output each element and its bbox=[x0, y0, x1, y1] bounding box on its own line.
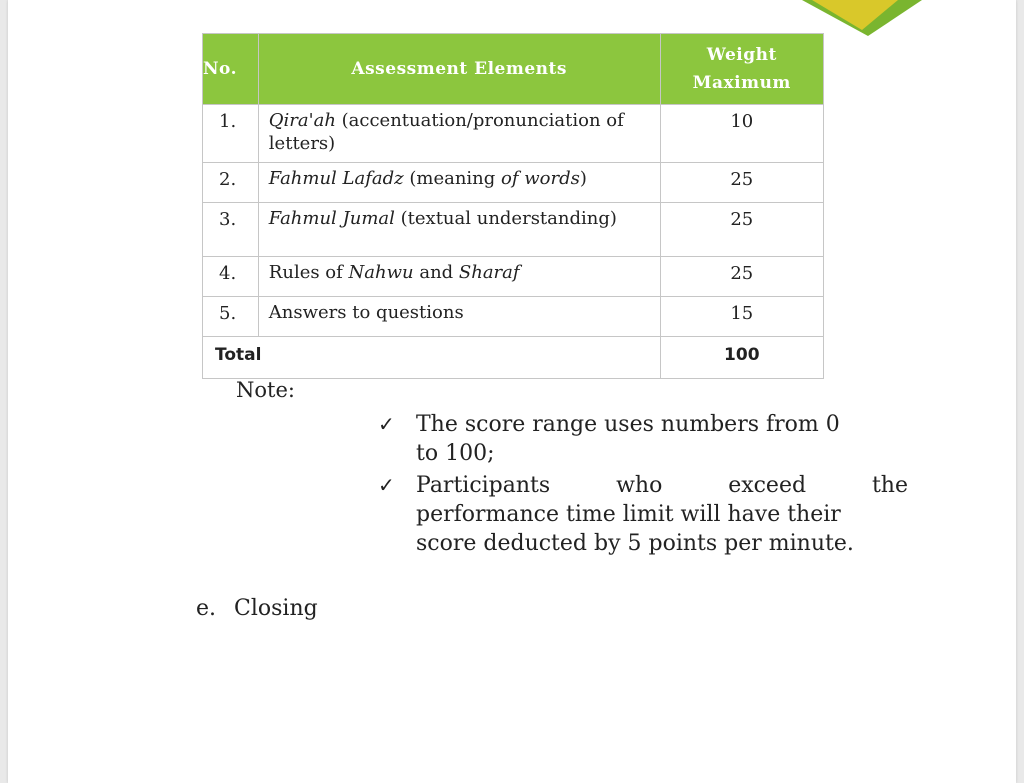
row-element bbox=[258, 257, 660, 297]
element-term-2: Sharaf bbox=[458, 262, 520, 283]
row-weight: 10 bbox=[660, 105, 823, 163]
table-row bbox=[203, 163, 824, 203]
assessment-table bbox=[202, 33, 824, 379]
element-term: Fahmul Jumal bbox=[268, 208, 395, 229]
row-weight: 25 bbox=[660, 203, 823, 257]
total-value: 100 bbox=[660, 337, 823, 379]
row-element bbox=[258, 203, 660, 257]
element-term-2: of words bbox=[501, 168, 580, 189]
element-desc: (textual understanding) bbox=[394, 208, 617, 229]
header-weight-line1: Weight bbox=[706, 45, 777, 65]
table-row bbox=[203, 203, 824, 257]
table-row bbox=[203, 105, 824, 163]
note-line: performance time limit will have their bbox=[416, 502, 841, 527]
corner-decoration bbox=[802, 0, 922, 36]
row-number: 1. bbox=[203, 105, 259, 163]
row-element bbox=[258, 163, 660, 203]
row-element bbox=[258, 105, 660, 163]
total-label: Total bbox=[203, 337, 661, 379]
row-element bbox=[258, 297, 660, 337]
note-word: who bbox=[616, 473, 663, 498]
element-desc-2: ) bbox=[579, 168, 587, 189]
header-weight-maximum bbox=[660, 34, 823, 105]
row-weight: 25 bbox=[660, 163, 823, 203]
table-header-row bbox=[203, 34, 824, 105]
note-item bbox=[378, 471, 908, 558]
note-item bbox=[378, 410, 908, 468]
header-assessment-elements: Assessment Elements bbox=[258, 34, 660, 105]
row-number: 5. bbox=[203, 297, 259, 337]
element-term: Nahwu bbox=[348, 262, 414, 283]
element-term: Fahmul Lafadz bbox=[268, 168, 404, 189]
table-row bbox=[203, 257, 824, 297]
note-line-justified bbox=[416, 471, 908, 500]
row-number: 3. bbox=[203, 203, 259, 257]
element-desc: (meaning bbox=[403, 168, 502, 189]
table-row bbox=[203, 297, 824, 337]
section-heading-closing bbox=[196, 596, 318, 621]
row-number: 2. bbox=[203, 163, 259, 203]
header-no: No. bbox=[203, 34, 259, 105]
note-word: the bbox=[871, 473, 908, 498]
element-term: Qira'ah bbox=[268, 110, 336, 131]
row-weight: 25 bbox=[660, 257, 823, 297]
element-pre: Rules of bbox=[268, 262, 349, 283]
element-mid: and bbox=[413, 262, 459, 283]
row-number: 4. bbox=[203, 257, 259, 297]
note-label: Note: bbox=[236, 378, 295, 402]
note-list bbox=[378, 410, 908, 561]
checkmark-icon: ✓ bbox=[378, 412, 395, 436]
element-desc: (accentuation/pronunciation of letters) bbox=[268, 110, 624, 154]
note-word: exceed bbox=[728, 473, 807, 498]
note-word: Participants bbox=[416, 473, 551, 498]
note-line: score deducted by 5 points per minute. bbox=[416, 531, 854, 556]
note-line: The score range uses numbers from 0 bbox=[416, 412, 840, 437]
table-total-row bbox=[203, 337, 824, 379]
element-pre: Answers to questions bbox=[268, 302, 464, 323]
checkmark-icon: ✓ bbox=[378, 473, 395, 497]
note-line: to 100; bbox=[416, 441, 495, 466]
section-letter: e. bbox=[196, 596, 217, 621]
section-title: Closing bbox=[234, 596, 318, 621]
header-weight-line2: Maximum bbox=[692, 73, 791, 93]
row-weight: 15 bbox=[660, 297, 823, 337]
